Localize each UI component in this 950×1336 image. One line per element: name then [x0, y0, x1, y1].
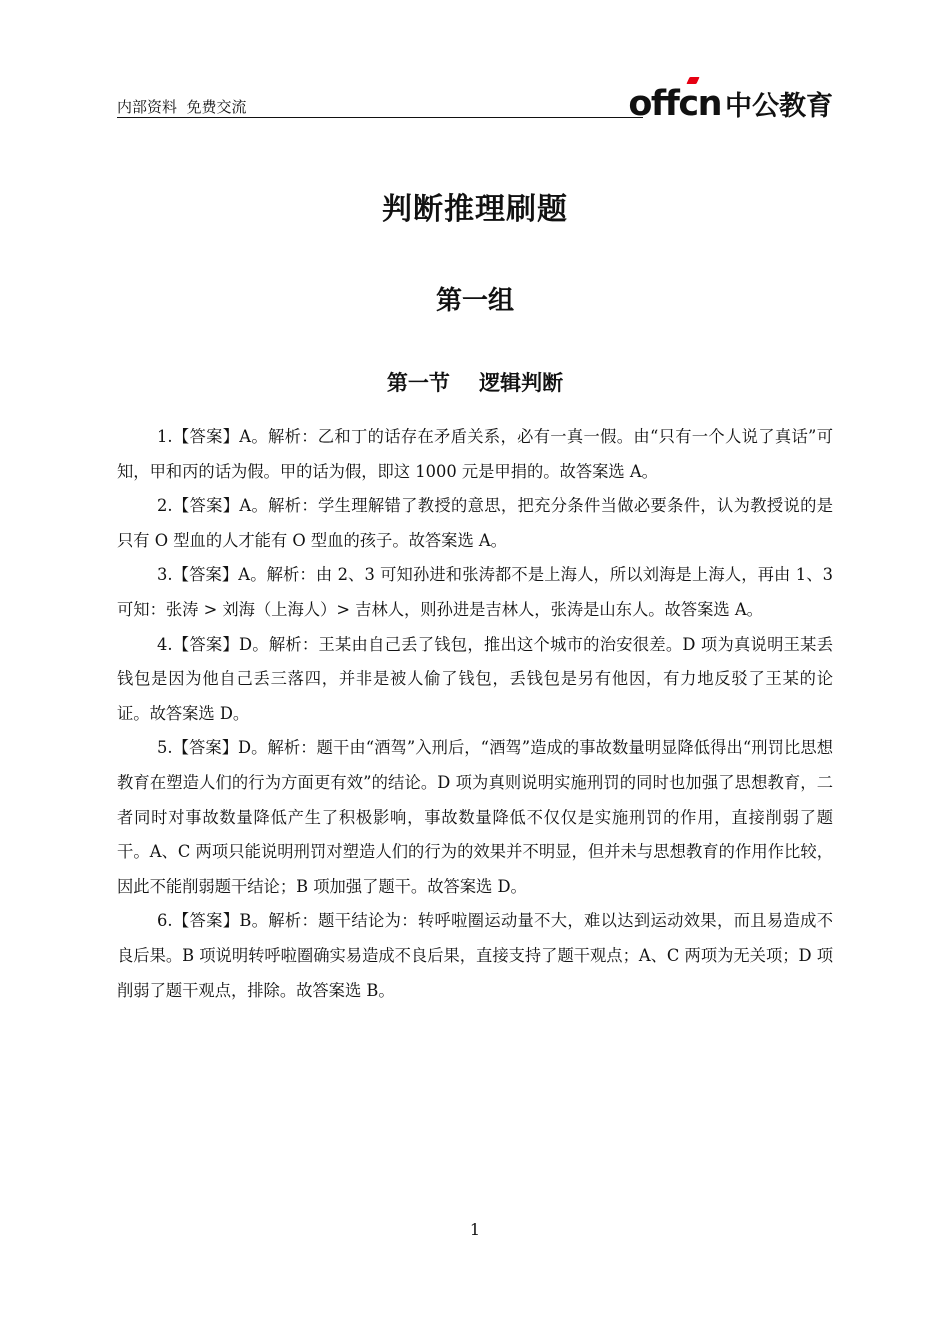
answer-list: [117, 420, 833, 1008]
page-number: 1: [469, 1220, 481, 1239]
header-rule: [117, 117, 643, 118]
page-header: [117, 70, 833, 124]
answer-paragraph-1: 1.【答案】A。解析：乙和丁的话存在矛盾关系，必有一真一假。由“只有一个人说了真话”可知，甲和丙的话为假。甲的话为假，即这 1000 元是甲捐的。故答案选 A。: [117, 427, 833, 481]
offcn-logo: [628, 78, 833, 122]
answer-paragraph-2: 2.【答案】A。解析：学生理解错了教授的意思，把充分条件当做必要条件，认为教授说的是只有 O 型血的人才能有 O 型血的孩子。故答案选 A。: [117, 496, 833, 550]
answer-paragraph-4: 4.【答案】D。解析：王某由自己丢了钱包，推出这个城市的治安很差。D 项为真说明王某丢钱包是因为他自己丢三落四，并非是被人偷了钱包，丢钱包是另有他因，有力地反驳了王某的论证。故答案选 D。: [117, 634, 833, 723]
offcn-logo-mark-text: offcn: [628, 84, 721, 124]
section-title: 第一节 逻辑判断: [386, 371, 564, 395]
answer-paragraph-5: 5.【答案】D。解析：题干由“酒驾”入刑后，“酒驾”造成的事故数量明显降低得出“刑罚比思想教育在塑造人们的行为方面更有效”的结论。D 项为真则说明实施刑罚的同时也加强了思想教育，二者同时对事故数量降低产生了积极影响，事故数量降低不仅仅是实施刑罚的作用，直接削弱了题干。A、C 两项只能说明刑罚对塑造人们的行为的效果并不明显，但并未与思想教育的作用作比较，因此不能削弱题干结论；B 项加强了题干。故答案选 D。: [117, 738, 833, 896]
group-title: 第一组: [435, 286, 514, 316]
document-title: 判断推理刷题: [382, 192, 568, 227]
header-note: 内部资料 免费交流: [117, 98, 247, 116]
offcn-logo-mark: [628, 84, 721, 124]
answer-paragraph-3: 3.【答案】A。解析：由 2、3 可知孙进和张涛都不是上海人，所以刘海是上海人，再由 1、3 可知：张涛 > 刘海（上海人）> 吉林人，则孙进是吉林人，张涛是山东人。故答案选 A。: [117, 565, 833, 619]
logo-accent-icon: [687, 77, 700, 84]
answer-paragraph-6: 6.【答案】B。解析：题干结论为：转呼啦圈运动量不大，难以达到运动效果，而且易造成不良后果。B 项说明转呼啦圈确实易造成不良后果，直接支持了题干观点；A、C 两项为无关项；D 项削弱了题干观点，排除。故答案选 B。: [117, 911, 834, 1000]
offcn-logo-text: 中公教育: [725, 91, 833, 122]
